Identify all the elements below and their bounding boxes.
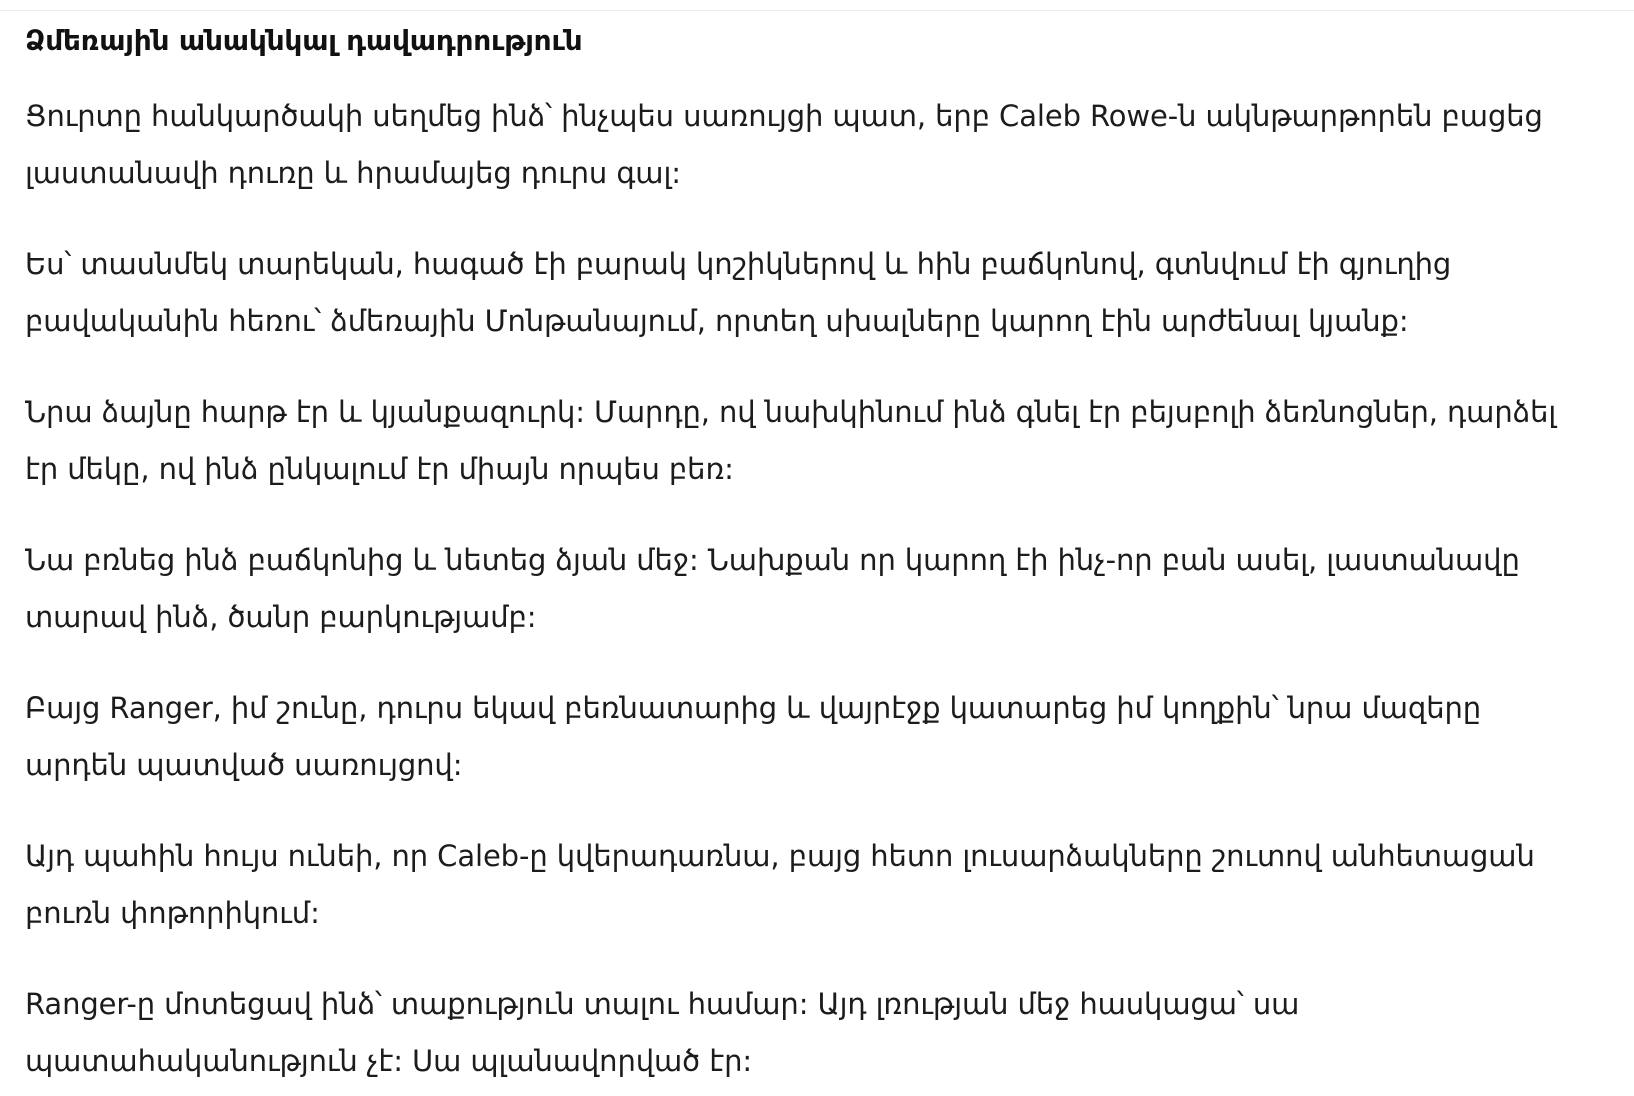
paragraph: Ցուրտը հանկարծակի սեղմեց ինձ՝ ինչպես սառույցի պատ, երբ Caleb Rowe-ն ակնթարթորեն բացեց լաստանավի դուռը և հրամայեց դուրս գալ: — [25, 99, 1543, 190]
paragraph: Նա բռնեց ինձ բաճկոնից և նետեց ձյան մեջ: Նախքան որ կարող էի ինչ-որ բան ասել, լաստանավը տարավ ինձ, ծանր բարկությամբ: — [25, 543, 1520, 634]
paragraph: Այդ պահին հույս ունեի, որ Caleb-ը կվերադառնա, բայց հետո լուսարձակները շուտով անհետացան բուռն փոթորիկում: — [25, 839, 1535, 930]
paragraph: Նրա ձայնը հարթ էր և կյանքազուրկ: Մարդը, ով նախկինում ինձ գնել էր բեյսբոլի ձեռնոցներ, դարձել էր մեկը, ով ինձ ընկալում էր միայն որպես բեռ: — [25, 395, 1557, 486]
top-divider — [0, 10, 1634, 11]
paragraph: Ranger-ը մոտեցավ ինձ՝ տաքություն տալու համար: Այդ լռության մեջ հասկացա՝ սա պատահականություն չէ: Սա պլանավորված էր: — [25, 987, 1300, 1078]
document-title: Ձմեռային անակնկալ դավադրություն — [25, 24, 583, 57]
paragraph: Բայց Ranger, իմ շունը, դուրս եկավ բեռնատարից և վայրէջք կատարեց իմ կողքին՝ նրա մազերը արդեն պատված սառույցով: — [25, 691, 1482, 782]
document-body — [25, 18, 1585, 1090]
paragraph: Ես՝ տասնմեկ տարեկան, հագած էի բարակ կոշիկներով և հին բաճկոնով, գտնվում էի գյուղից բավականին հեռու՝ ձմեռային Մոնթանայում, որտեղ սխալները կարող էին արժենալ կյանք: — [25, 247, 1452, 338]
